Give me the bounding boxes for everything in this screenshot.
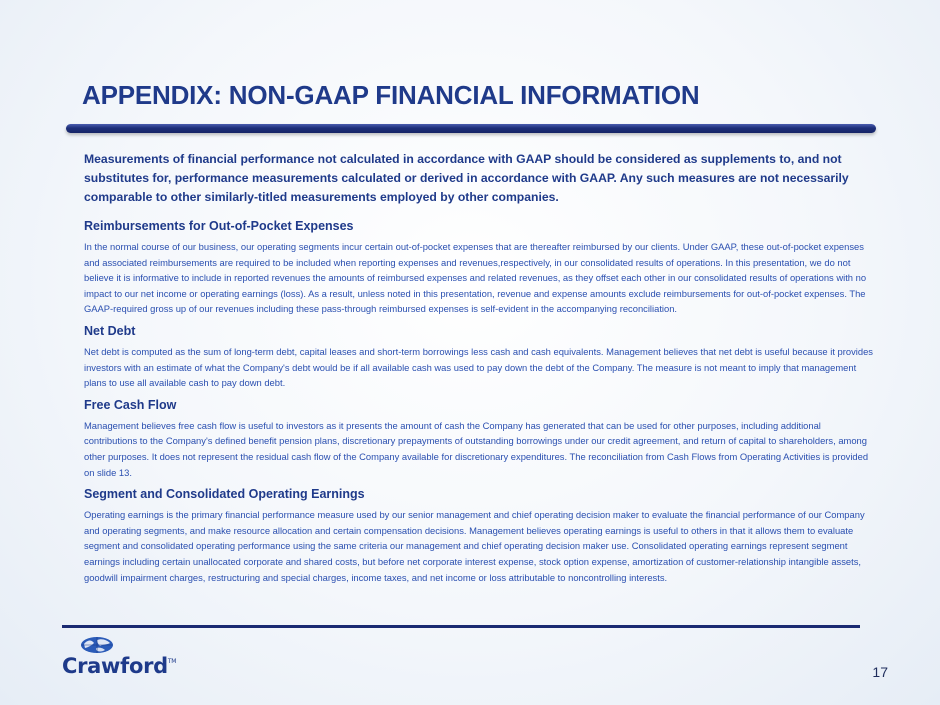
content-area [84,150,874,590]
globe-icon [80,636,114,654]
section-heading: Reimbursements for Out-of-Pocket Expenses [84,219,354,233]
section-net-debt [84,322,874,391]
section-heading: Net Debt [84,323,136,338]
section-body: Operating earnings is the primary financial performance measure used by our senior management and chief operating decision maker to evaluate the financial performance of our Company and operating segments, and make resource allocation and certain compensation decisions. Management believes operating earnings is useful to others in that it allows them to evaluate segment and consolidated operating performance using the same criteria our management and chief operating decision maker use. Consolidated operating earnings represent segment earnings including certain unallocated corporate and shared costs, but before net corporate interest expense, stock option expense, amortization of customer-relationship intangible assets, goodwill impairment charges, restructuring and special charges, income taxes, and net income or loss attributable to noncontrolling interests. [84,509,865,583]
crawford-logo [60,636,200,686]
intro-paragraph: Measurements of financial performance not calculated in accordance with GAAP should be considered as supplements to, and not substitutes for, performance measurements calculated or derived in accordance with GAAP. Any such measures are not necessarily comparable to other similarly-titled measurements employed by other companies. [84,152,849,204]
logo-wordmark: Crawford™ [62,654,177,678]
section-free-cash-flow [84,396,874,480]
page-number: 17 [872,664,888,680]
title-divider [66,124,876,133]
section-reimbursements [84,217,874,317]
section-body: Net debt is computed as the sum of long-term debt, capital leases and short-term borrowings less cash and cash equivalents. Management believes that net debt is useful because it provides investors with an estimate of what the Company's debt would be if all available cash was used to pay down the debt of the Company. The measure is not meant to imply that management plans to use all available cash to pay down debt. [84,345,873,389]
page-title: APPENDIX: NON-GAAP FINANCIAL INFORMATION [82,80,700,110]
section-operating-earnings [84,485,874,585]
footer-divider [62,625,860,628]
section-body: In the normal course of our business, our operating segments incur certain out-of-pocket expenses that are thereafter reimbursed by our clients. Under GAAP, these out-of-pocket expenses and associated reimbursements are required to be included when reporting expenses and revenues,respectively, in our consolidated results of operations. In this presentation, we do not believe it is informative to include in reported revenues the amounts of reimbursed expenses and related revenues, as they offset each other in our consolidated results of operations with no impact to our net income or operating earnings (loss). As a result, unless noted in this presentation, revenue and expense amounts exclude reimbursements for out-of-pocket expenses. The GAAP-required gross up of our revenues including these pass-through reimbursed expenses is self-evident in the accompanying reconciliation. [84,241,867,315]
section-heading: Free Cash Flow [84,397,177,412]
section-body: Management believes free cash flow is useful to investors as it presents the amount of cash the Company has generated that can be used for other purposes, including additional contributions to the Company's defined benefit pension plans, discretionary prepayments of outstanding borrowings under our credit agreement, and return of capital to shareholders, among other purposes. It does not represent the residual cash flow of the Company available for discretionary expenditures. The reconciliation from Cash Flows from Operating Activities is provided on slide 13. [84,419,869,478]
section-heading: Segment and Consolidated Operating Earnings [84,487,365,502]
